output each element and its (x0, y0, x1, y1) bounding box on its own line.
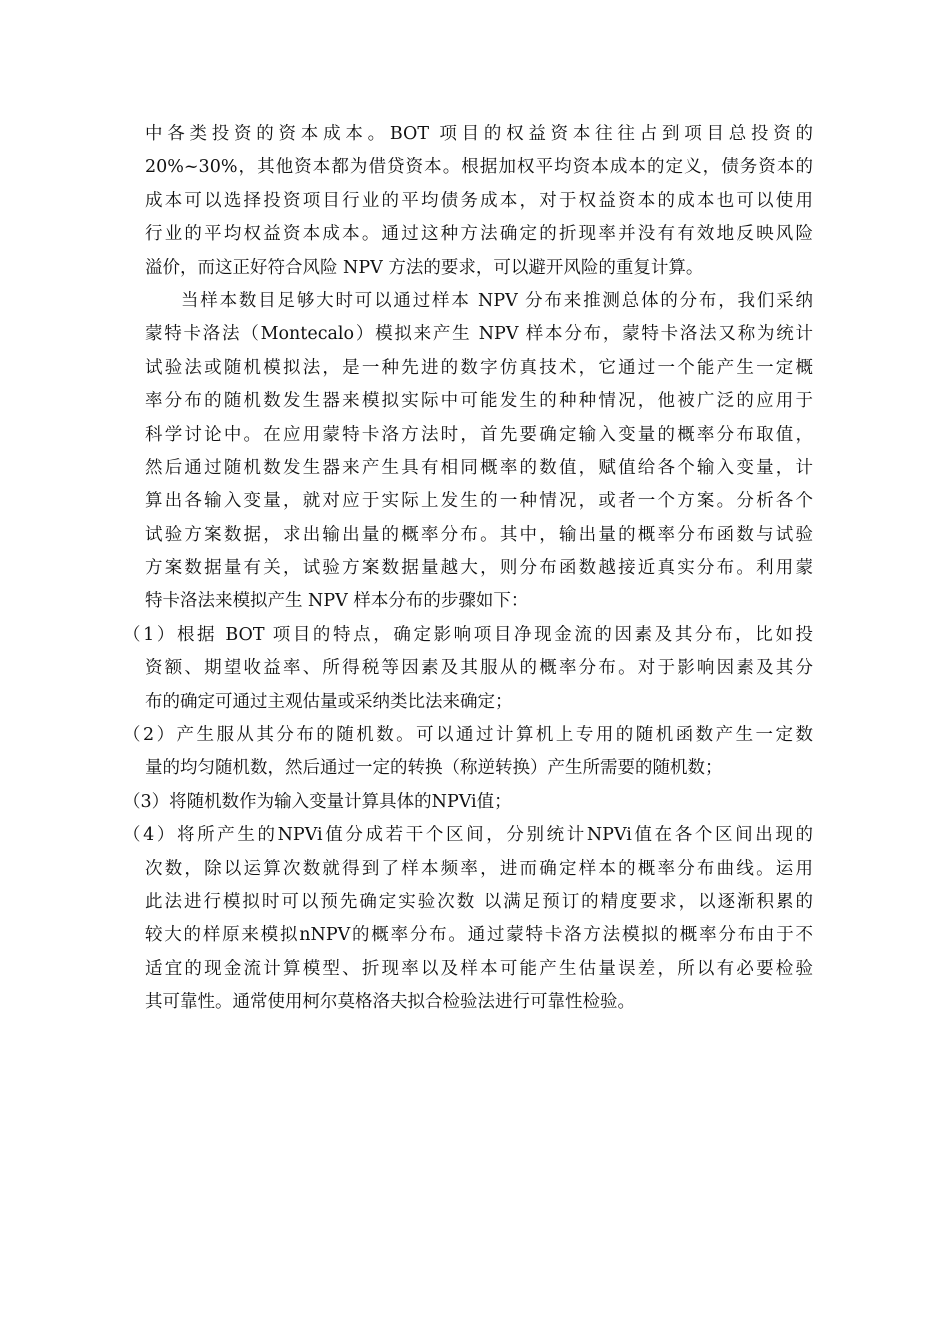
text-line: 特卡洛法来模拟产生 NPV 样本分布的步骤如下： (145, 591, 529, 612)
text-line: 率分布的随机数发生器来模拟实际中可能发生的种种情况，他被广泛的应用于 (145, 391, 813, 412)
list-item-1-line: （1）根据 BOT 项目的特点，确定影响项目净现金流的因素及其分布，比如投 (123, 624, 813, 645)
text-line: 成本可以选择投资项目行业的平均债务成本，对于权益资本的成本也可以使用 (145, 190, 813, 211)
paragraph-start-line: 当样本数目足够大时可以通过样本 NPV 分布来推测总体的分布，我们采纳 (181, 290, 813, 311)
list-item-3-line: （3）将随机数作为输入变量计算具体的NPVi值； (123, 791, 512, 812)
text-line: 科学讨论中。在应用蒙特卡洛方法时，首先要确定输入变量的概率分布取值， (145, 424, 813, 445)
text-line: 溢价，而这正好符合风险 NPV 方法的要求，可以避开风险的重复计算。 (145, 257, 704, 278)
list-item-2-line: （2）产生服从其分布的随机数。可以通过计算机上专用的随机函数产生一定数 (123, 725, 813, 746)
text-line: 次数，除以运算次数就得到了样本频率，进而确定样本的概率分布曲线。运用 (145, 858, 813, 879)
text-line: 适宜的现金流计算模型、折现率以及样本可能产生估量误差，所以有必要检验 (145, 958, 813, 979)
text-line: 此法进行模拟时可以预先确定实验次数 以满足预订的精度要求，以逐渐积累的 (145, 891, 813, 912)
text-line: 行业的平均权益资本成本。通过这种方法确定的折现率并没有有效地反映风险 (145, 224, 813, 245)
list-item-4-line: （4）将所产生的NPVi值分成若干个区间，分别统计NPVi值在各个区间出现的 (123, 825, 813, 846)
text-line: 试验法或随机模拟法，是一种先进的数字仿真技术，它通过一个能产生一定概 (145, 357, 813, 378)
text-line: 量的均匀随机数，然后通过一定的转换（称逆转换）产生所需要的随机数； (145, 758, 723, 779)
text-line: 资额、期望收益率、所得税等因素及其服从的概率分布。对于影响因素及其分 (145, 658, 813, 679)
text-line: 算出各输入变量，就对应于实际上发生的一种情况，或者一个方案。分析各个 (145, 491, 813, 512)
text-line: 试验方案数据，求出输出量的概率分布。其中，输出量的概率分布函数与试验 (145, 524, 813, 545)
text-line: 其可靠性。通常使用柯尔莫格洛夫拟合检验法进行可靠性检验。 (145, 992, 635, 1013)
text-line: 布的确定可通过主观估量或采纳类比法来确定； (145, 691, 513, 712)
text-line: 方案数据量有关，试验方案数据量越大，则分布函数越接近真实分布。利用蒙 (145, 558, 813, 579)
document-body (123, 118, 813, 1020)
text-line: 然后通过随机数发生器来产生具有相同概率的数值，赋值给各个输入变量，计 (145, 457, 813, 478)
text-line: 蒙特卡洛法（Montecalo）模拟来产生 NPV 样本分布，蒙特卡洛法又称为统计 (145, 324, 813, 345)
text-line: 中各类投资的资本成本。BOT 项目的权益资本往往占到项目总投资的 (145, 124, 813, 144)
text-line: 20%~30%，其他资本都为借贷资本。根据加权平均资本成本的定义，债务资本的 (145, 157, 813, 178)
text-line: 较大的样原来模拟nNPV的概率分布。通过蒙特卡洛方法模拟的概率分布由于不 (145, 925, 813, 946)
